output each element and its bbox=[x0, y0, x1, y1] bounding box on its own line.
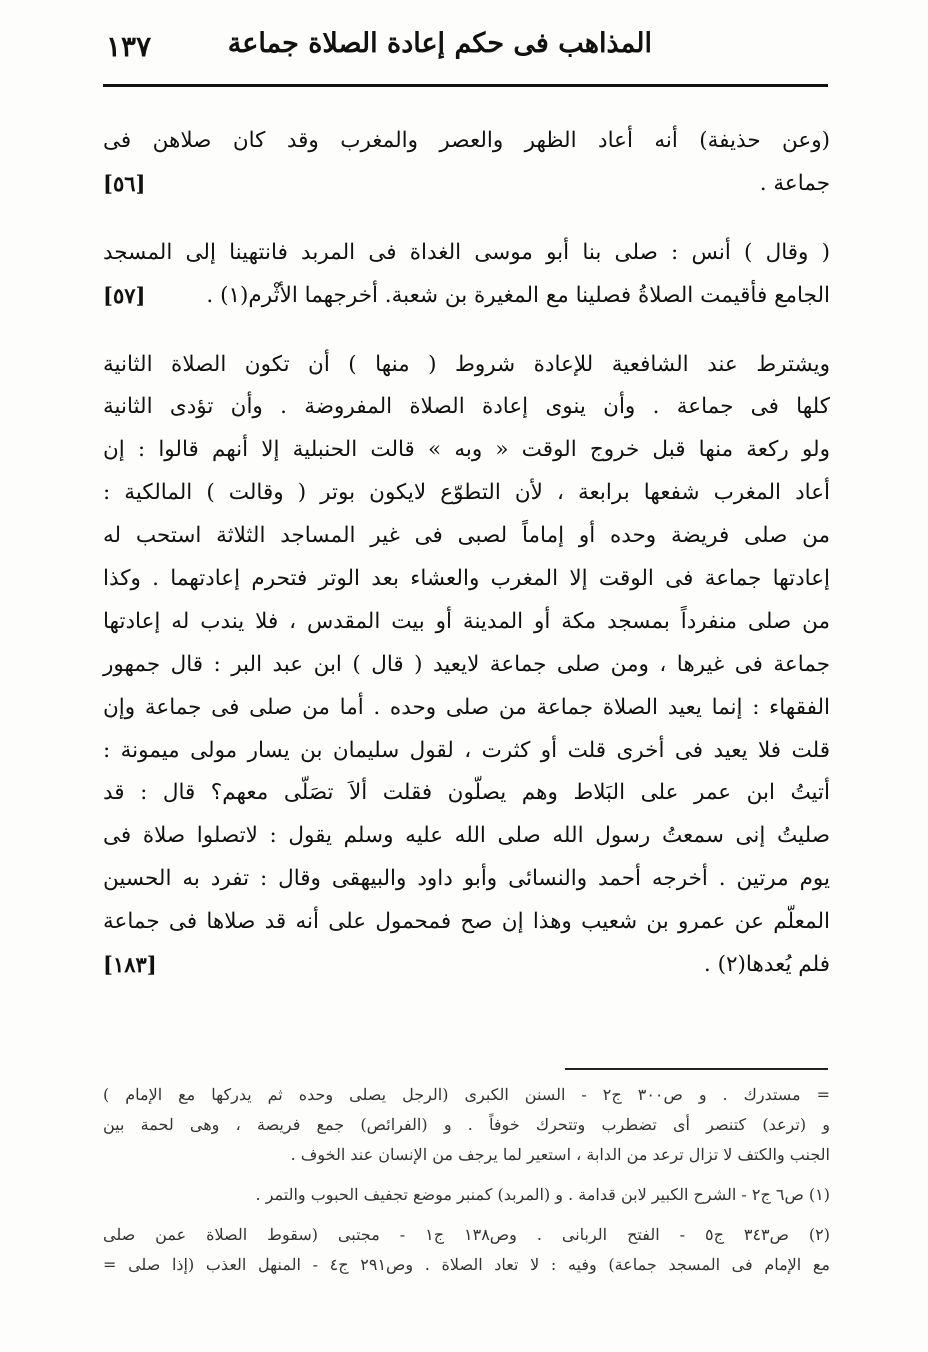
text-line: أعاد المغرب شفعها برابعة ، لأن التطوّع لايكون بوتر ( وقالت ) المالكية : bbox=[103, 480, 830, 506]
footnote-rule bbox=[565, 1068, 828, 1070]
text-line: قلت فلا يعيد فى أخرى قلت أو كثرت ، لقول سليمان بن يسار مولى ميمونة : bbox=[103, 737, 830, 763]
running-header bbox=[100, 22, 828, 72]
text-line: يوم مرتين . أخرجه أحمد والنسائى وأبو داود والبيهقى وقال : تفرد به الحسين bbox=[103, 866, 830, 892]
footnote-line: و (ترعد) كتنصر أى تضطرب وتتحرك خوفاً . و (الفرائص) جمع فريصة ، وهى لحمة بين bbox=[103, 1115, 830, 1134]
text-line: ( وقال ) أنس : صلى بنا أبو موسى الغداة فى المربد فانتهينا إلى المسجد bbox=[103, 239, 830, 265]
footnote-line: (١) ص٦ ج٢ - الشرح الكبير لابن قدامة . و (المربد) كمنبر موضع تجفيف الحبوب والتمر . bbox=[255, 1185, 830, 1204]
text-line-content: الجامع فأقيمت الصلاةُ فصلينا مع المغيرة بن شعبة. أخرجهما الأثْرم(١) . bbox=[206, 282, 830, 308]
text-line: الفقهاء : إنما يعيد الصلاة جماعة من صلى وحده . أما من صلى فى جماعة وإن bbox=[103, 694, 830, 720]
hadith-reference: [١٨٣] bbox=[103, 952, 157, 978]
text-line: من صلى فريضة وحده أو إماماً لصبى فى غير المساجد الثلاثة استحب له bbox=[103, 523, 830, 549]
footnote-2 bbox=[103, 1220, 830, 1280]
footnotes bbox=[103, 1080, 830, 1290]
text-line: ويشترط عند الشافعية للإعادة شروط ( منها ) أن تكون الصلاة الثانية bbox=[103, 351, 830, 377]
hadith-reference: [٥٦] bbox=[103, 170, 146, 196]
footnote-line: الجنب والكتف لا تزال ترعد من الدابة ، استعير لما يرجف من الإنسان عند الخوف . bbox=[290, 1145, 830, 1164]
text-line: صليتُ إنى سمعتُ رسول الله صلى الله عليه وسلم يقول : لاتصلوا صلاة فى bbox=[103, 823, 830, 849]
text-line: ولو ركعة منها قبل خروج الوقت « وبه » قالت الحنبلية إلا أنهم قالوا : إن bbox=[103, 437, 830, 463]
text-line bbox=[103, 163, 830, 206]
paragraph-conditions bbox=[103, 344, 830, 987]
main-text bbox=[103, 120, 830, 1013]
footnote-continued bbox=[103, 1080, 830, 1170]
text-line-content: جماعة . bbox=[759, 170, 830, 196]
text-line: جماعة فى غيرها ، ومن صلى جماعة لايعيد ( قال ) ابن عبد البر : قال جمهور bbox=[103, 651, 830, 677]
text-line: من صلى منفرداً بمسجد مكة أو المدينة أو بيت المقدس ، فلا يندب له إعادتها bbox=[103, 608, 830, 634]
text-line bbox=[103, 944, 830, 987]
page-number: ١٣٧ bbox=[106, 30, 152, 63]
footnote-line: مع الإمام فى المسجد جماعة) وفيه : لا تعاد الصلاة . وص٢٩١ ج٤ - المنهل العذب (إذا صلى = bbox=[103, 1255, 831, 1274]
footnote-line: = مستدرك . و ص٣٠٠ ج٢ - السنن الكبرى (الرجل يصلى وحده ثم يدركها مع الإمام ) bbox=[103, 1085, 831, 1104]
paragraph-anas bbox=[103, 232, 830, 318]
text-line: إعادتها جماعة فى الوقت إلا المغرب والعشاء بعد الوتر فتحرم إعادتهما . وكذا bbox=[103, 566, 830, 592]
running-title: المذاهب فى حكم إعادة الصلاة جماعة bbox=[227, 28, 652, 59]
text-line-content: فلم يُعدها(٢) . bbox=[703, 952, 830, 978]
text-line bbox=[103, 275, 830, 318]
text-line: كلها فى جماعة . وأن ينوى إعادة الصلاة المفروضة . وأن تؤدى الثانية bbox=[103, 394, 830, 420]
hadith-reference: [٥٧] bbox=[103, 282, 146, 308]
text-line: أتيتُ ابن عمر على البَلاط وهم يصلّون فقلت ألاَ تصَلّى معهم؟ قال : قد bbox=[103, 780, 830, 806]
text-line: المعلّم عن عمرو بن شعيب وهذا إن صح فمحمول على أنه قد صلاها فى جماعة bbox=[103, 909, 830, 935]
header-rule bbox=[103, 84, 828, 87]
footnote-line: (٢) ص٣٤٣ ج٥ - الفتح الربانى . وص١٣٨ ج١ - مجتبى (سقوط الصلاة عمن صلى bbox=[103, 1225, 831, 1244]
text-line: (وعن حذيفة) أنه أعاد الظهر والعصر والمغرب وقد كان صلاهن فى bbox=[103, 128, 830, 153]
paragraph-hudhayfa bbox=[103, 120, 830, 206]
footnote-1 bbox=[103, 1180, 830, 1210]
